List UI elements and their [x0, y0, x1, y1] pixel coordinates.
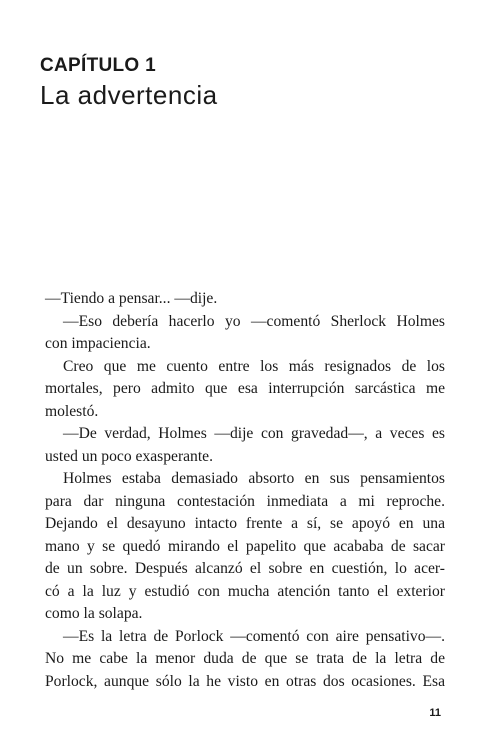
text-line: Porlock, aunque sólo la he visto en otras dos ocasiones. Esa — [45, 672, 445, 690]
text-line: para dar ninguna contestación inmediata a mi reproche. — [45, 492, 445, 510]
text-line: có a la luz y estudió con mucha atención tanto el exterior — [45, 582, 445, 600]
text-line: Dejando el desayuno intacto frente a sí, se apoyó en una — [45, 515, 445, 532]
text-line: con impaciencia. — [45, 335, 151, 352]
text-line: mano y se quedó mirando el papelito que acababa de sacar — [45, 537, 445, 555]
text-line: —Tiendo a pensar... —dije. — [45, 290, 218, 307]
page-number: 11 — [429, 707, 441, 719]
chapter-title: La advertencia — [40, 80, 218, 110]
chapter-label: CAPÍTULO 1 — [40, 55, 156, 76]
text-line: molestó. — [45, 402, 99, 420]
text-line: —Es la letra de Porlock —comentó con aire pensativo—. — [63, 627, 445, 645]
text-line: usted un poco exasperante. — [45, 447, 214, 465]
text-line: Creo que me cuento entre los más resignados de los — [63, 357, 445, 375]
text-line: como la solapa. — [45, 605, 143, 622]
text-line: mortales, pero admito que esa interrupción sarcástica me — [45, 380, 445, 397]
body-text — [45, 288, 445, 693]
text-line: No me cabe la menor duda de que se trata de la letra de — [45, 650, 445, 667]
text-line: —De verdad, Holmes —dije con gravedad—, a veces es — [63, 425, 445, 442]
text-line: —Eso debería hacerlo yo —comentó Sherlock Holmes — [63, 312, 445, 330]
text-line: de un sobre. Después alcanzó el sobre en cuestión, lo acer- — [45, 560, 445, 577]
text-line: Holmes estaba demasiado absorto en sus pensamientos — [63, 470, 445, 487]
